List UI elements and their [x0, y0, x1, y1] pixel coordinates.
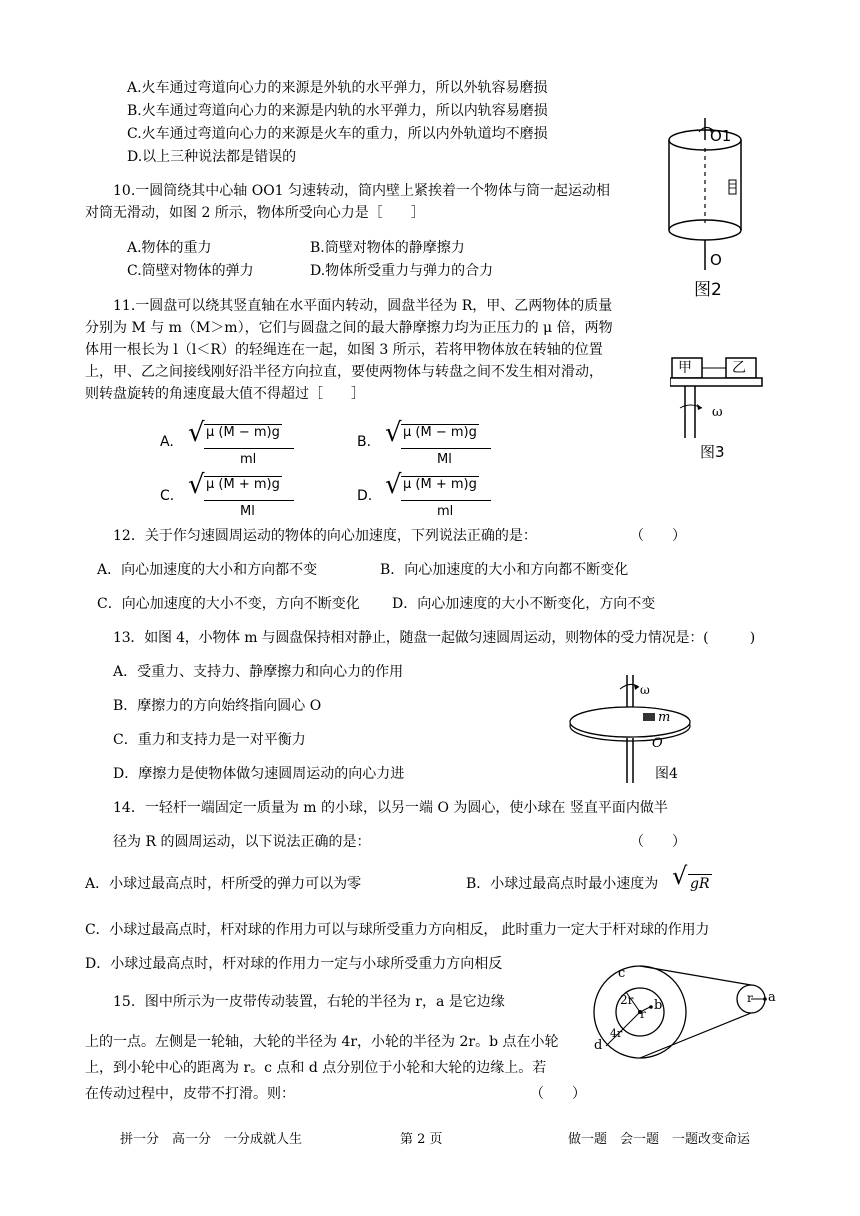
q11-stem-line4: 上，甲、乙之间接线刚好沿半径方向拉直，要使两物体与转盘之间不发生相对滑动， [85, 364, 603, 380]
q13-option-b: B．摩擦力的方向始终指向圆心 O [113, 698, 322, 714]
q11-option-a-denominator: ml [240, 452, 257, 467]
figure-3-block-jia: 甲 [678, 360, 692, 376]
q14-option-b-sqrt-sign: √ [672, 862, 688, 890]
footer-left-slogan: 拼一分 高一分 一分成就人生 [120, 1132, 303, 1147]
q11-option-a-label: A. [160, 434, 174, 450]
q11-stem-line3: 体用一根长为 l（l＜R）的轻绳连在一起，如图 3 所示，若将甲物体放在转轴的位置 [85, 342, 603, 358]
q11-stem-line1: 11.一圆盘可以绕其竖直轴在水平面内转动，圆盘半径为 R，甲、乙两物体的质量 [113, 298, 613, 314]
q11-option-a-numerator: μ (M − m)g [206, 425, 280, 440]
q9-option-d: D.以上三种说法都是错误的 [127, 149, 297, 165]
q9-option-a: A.火车通过弯道向心力的来源是外轨的水平弹力，所以外轨容易磨损 [127, 80, 548, 96]
q11-option-b-denominator: Ml [437, 452, 452, 467]
q11-option-d-denominator: ml [437, 504, 454, 519]
figure-5-label-r-right: r [747, 991, 753, 1005]
q11-option-d-numerator: μ (M + m)g [403, 477, 477, 492]
q11-option-b-numerator: μ (M − m)g [403, 425, 477, 440]
q9-option-c: C.火车通过弯道向心力的来源是火车的重力，所以内外轨道均不磨损 [127, 126, 548, 142]
footer-page-number: 第 2 页 [400, 1132, 443, 1147]
figure-5-point-a: a [768, 990, 776, 1005]
q11-stem-line5: 则转盘旋转的角速度最大值不得超过［ ］ [85, 386, 365, 402]
figure-3-caption: 图3 [700, 443, 725, 461]
q10-option-b: B.筒壁对物体的静摩擦力 [310, 240, 465, 256]
q9-option-b: B.火车通过弯道向心力的来源是内轨的水平弹力，所以内轨容易磨损 [127, 103, 548, 119]
figure-4-omega: ω [640, 683, 650, 697]
q12-stem: 12．关于作匀速圆周运动的物体的向心加速度，下列说法正确的是： [113, 528, 537, 544]
figure-5-label-r-small: r [640, 1007, 646, 1021]
footer-right-slogan: 做一题 会一题 一题改变命运 [568, 1132, 751, 1147]
figure-5-label-4r: 4r [610, 1027, 623, 1040]
figure-2-bottom-label: O [710, 251, 722, 269]
q14-stem-line2: 径为 R 的圆周运动，以下说法正确的是： [113, 834, 371, 850]
q11-option-b-label: B. [357, 434, 372, 450]
figure-5-point-c: c [618, 966, 626, 981]
q14-option-c: C．小球过最高点时，杆对球的作用力可以与球所受重力方向相反， 此时重力一定大于杆对球的作用力 [85, 922, 710, 938]
q12-option-c: C．向心加速度的大小不变，方向不断变化 [97, 596, 360, 612]
q12-option-b: B．向心加速度的大小和方向都不断变化 [380, 562, 629, 578]
q15-stem-line4: 在传动过程中，皮带不打滑。则： [85, 1086, 295, 1102]
q14-option-a: A．小球过最高点时，杆所受的弹力可以为零 [85, 876, 362, 892]
q10-stem-line2: 对筒无滑动，如图 2 所示，物体所受向心力是［ ］ [85, 205, 425, 221]
q11-stem-line2: 分别为 M 与 m（M＞m），它们与圆盘之间的最大静摩擦力均为正压力的 μ 倍，两物 [85, 320, 613, 336]
q11-option-a-formula: √ μ (M − m)g ml [188, 424, 298, 474]
q12-answer-paren: （ ） [630, 528, 686, 544]
q10-option-a: A.物体的重力 [127, 240, 212, 256]
q12-option-d: D．向心加速度的大小不断变化，方向不变 [392, 596, 656, 612]
figure-4-center-label: O [652, 736, 663, 751]
q10-option-c: C.筒壁对物体的弹力 [127, 263, 254, 279]
q15-stem-line1: 15．图中所示为一皮带传动装置，右轮的半径为 r，a 是它边缘 [113, 994, 505, 1010]
q15-answer-paren: （ ） [530, 1086, 586, 1102]
q11-option-b-formula: √ μ (M − m)g Ml [385, 424, 495, 474]
q14-option-b-expression: gR [690, 876, 710, 892]
figure-2-caption: 图2 [694, 280, 722, 300]
q11-option-c-numerator: μ (M + m)g [206, 477, 280, 492]
q13-stem: 13．如图 4，小物体 m 与圆盘保持相对静止，随盘一起做匀速圆周运动，则物体的受力情况是：( ) [113, 630, 756, 646]
q13-option-c: C．重力和支持力是一对平衡力 [113, 732, 306, 748]
q13-option-a: A．受重力、支持力、静摩擦力和向心力的作用 [113, 664, 404, 680]
q14-option-b: B．小球过最高点时最小速度为 [466, 876, 659, 892]
q11-option-d-label: D. [357, 488, 373, 504]
q15-stem-line2: 上的一点。左侧是一轮轴，大轮的半径为 4r，小轮的半径为 2r。b 点在小轮 [85, 1034, 559, 1050]
q10-stem-line1: 10.一圆筒绕其中心轴 OO1 匀速转动，筒内壁上紧挨着一个物体与筒一起运动相 [113, 183, 611, 199]
q13-option-d: D．摩擦力是使物体做匀速圆周运动的向心力进 [113, 766, 405, 782]
q14-stem-line1: 14．一轻杆一端固定一质量为 m 的小球，以另一端 O 为圆心，使小球在 竖直平面内做半 [113, 800, 668, 816]
q11-option-c-denominator: Ml [240, 504, 255, 519]
figure-3-omega: ω [712, 405, 723, 420]
q14-answer-paren: （ ） [630, 834, 686, 850]
q10-option-d: D.物体所受重力与弹力的合力 [310, 263, 494, 279]
q14-option-d: D．小球过最高点时，杆对球的作用力一定与小球所受重力方向相反 [85, 956, 503, 972]
figure-3-block-yi: 乙 [732, 360, 746, 376]
q11-option-c-label: C. [160, 488, 175, 504]
q11-option-d-formula: √ μ (M + m)g ml [385, 476, 495, 526]
figure-2-top-label: O1 [710, 127, 732, 145]
figure-4-caption: 图4 [655, 766, 678, 782]
q12-option-a: A．向心加速度的大小和方向都不变 [97, 562, 318, 578]
q11-option-c-formula: √ μ (M + m)g Ml [188, 476, 298, 526]
figure-5-label-2r: 2r [620, 993, 634, 1007]
figure-5-point-b: b [654, 998, 663, 1013]
figure-4-mass-label: m [658, 710, 671, 725]
q15-stem-line3: 上，到小轮中心的距离为 r。c 点和 d 点分别位于小轮和大轮的边缘上。若 [85, 1060, 547, 1076]
figure-5-point-d: d [594, 1038, 603, 1053]
